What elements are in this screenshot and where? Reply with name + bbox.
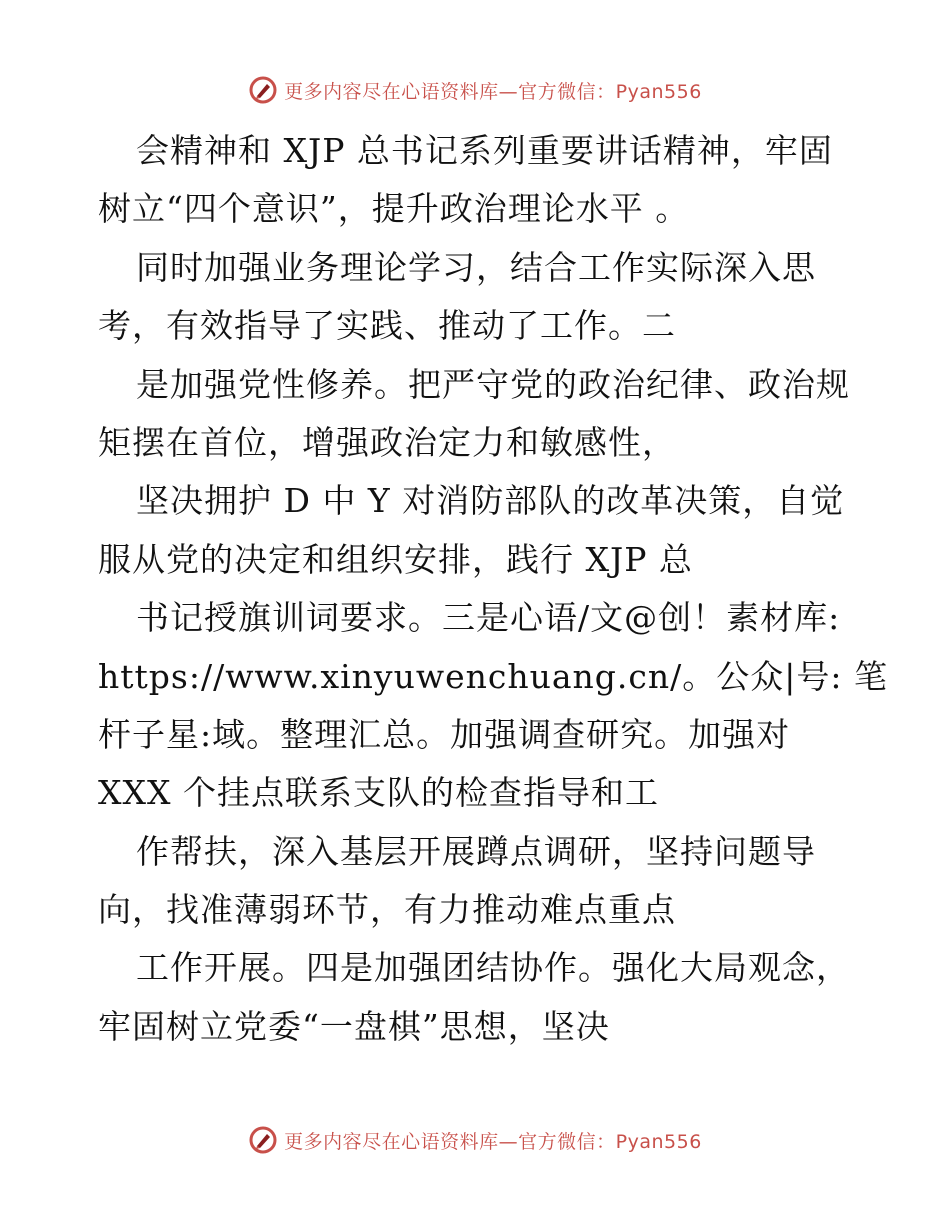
- text-line: 书记授旗训词要求。三是心语/文@创！素材库:: [136, 598, 841, 638]
- pen-circle-icon: [248, 1125, 278, 1155]
- footer-banner: [0, 1120, 950, 1160]
- text-line: 服从党的决定和组织安排，践行 XJP 总: [98, 539, 693, 579]
- text-line: 向，找准薄弱环节，有力推动难点重点: [98, 890, 676, 930]
- text-line: 工作开展。四是加强团结协作。强化大局观念，: [136, 948, 850, 988]
- text-line: 考，有效指导了实践、推动了工作。二: [98, 306, 676, 346]
- text-line: 杆子星:域。整理汇总。加强调查研究。加强对: [98, 714, 791, 754]
- text-line: 会精神和 XJP 总书记系列重要讲话精神，牢固: [136, 131, 833, 170]
- text-line: 作帮扶，深入基层开展蹲点调研，坚持问题导: [136, 831, 816, 871]
- pen-circle-icon: [248, 75, 278, 105]
- document-body: [98, 122, 888, 1056]
- text-line: 同时加强业务理论学习，结合工作实际深入思: [136, 247, 816, 287]
- text-line: 牢固树立党委“一盘棋”思想，坚决: [98, 1006, 610, 1046]
- text-line: XXX 个挂点联系支队的检查指导和工: [98, 773, 659, 813]
- text-line: 树立“四个意识”，提升政治理论水平 。: [98, 189, 690, 229]
- header-banner-text: 更多内容尽在心语资料库—官方微信：Pyan556: [284, 80, 702, 103]
- text-line: https://www.xinyuwenchuang.cn/。公众|号: 笔: [98, 656, 888, 696]
- header-banner: [0, 70, 950, 110]
- text-line: 矩摆在首位，增强政治定力和敏感性，: [98, 422, 676, 462]
- text-line: 是加强党性修养。把严守党的政治纪律、政治规: [136, 364, 850, 404]
- footer-banner-text: 更多内容尽在心语资料库—官方微信：Pyan556: [284, 1130, 702, 1153]
- text-line: 坚决拥护 D 中 Y 对消防部队的改革决策，自觉: [136, 481, 845, 521]
